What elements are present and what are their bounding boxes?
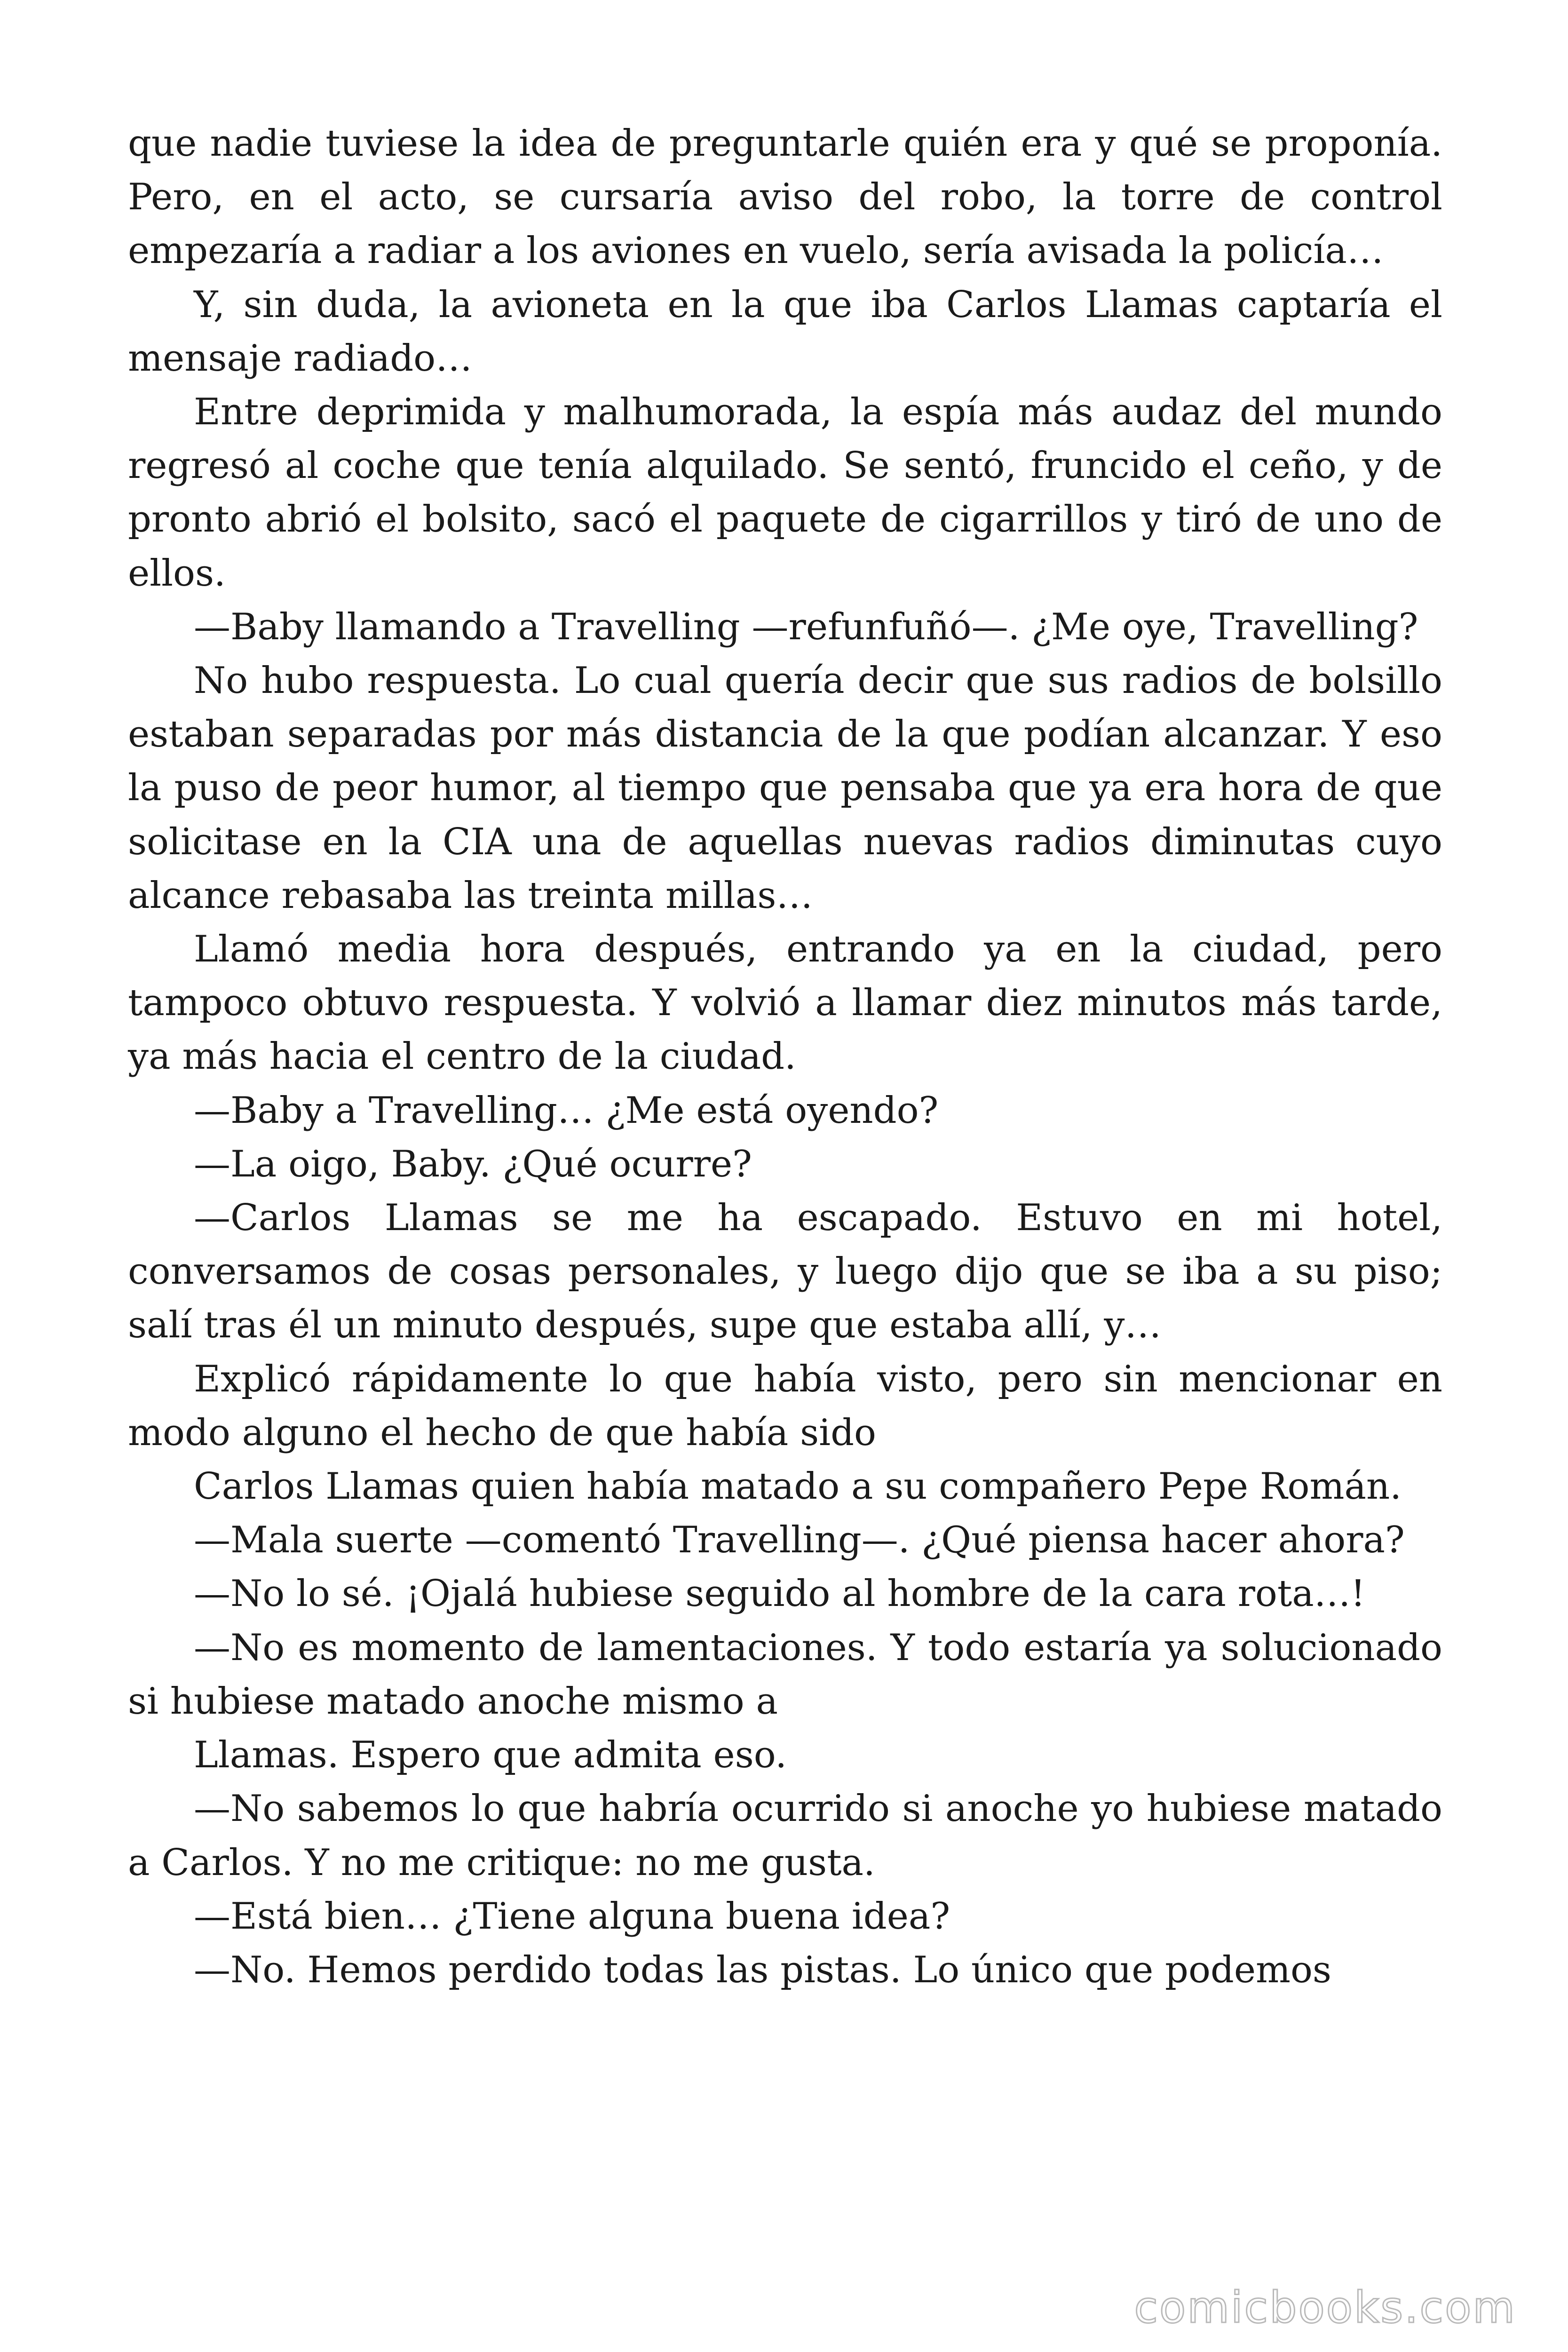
paragraph: —La oigo, Baby. ¿Qué ocurre? [194, 1143, 752, 1185]
paragraph: Carlos Llamas quien había matado a su compañero Pepe Román. [194, 1465, 1402, 1508]
paragraph: —No. Hemos perdido todas las pistas. Lo único que podemos [194, 1948, 1331, 1991]
paragraph: No hubo respuesta. Lo cual quería decir que sus radios de bolsillo estaban separadas por más distancia de la que podían alcanzar. Y eso la puso de peor humor, al tiempo que pensaba que ya era hora de que solicitase en la CIA una de aquellas nuevas radios diminutas cuyo alcance rebasaba las treinta millas… [128, 660, 1442, 917]
paragraph: —Está bien… ¿Tiene alguna buena idea? [194, 1895, 950, 1938]
paragraph: Explicó rápidamente lo que había visto, pero sin mencionar en modo alguno el hecho de que había sido [128, 1358, 1442, 1454]
paragraph: Llamas. Espero que admita eso. [194, 1734, 787, 1777]
paragraph: —Mala suerte —comentó Travelling—. ¿Qué piensa hacer ahora? [194, 1519, 1405, 1562]
paragraph: Entre deprimida y malhumorada, la espía más audaz del mundo regresó al coche que tenía alquilado. Se sentó, fruncido el ceño, y de pronto abrió el bolsito, sacó el paquete de cigarrillos y tiró de uno de ellos. [128, 391, 1442, 595]
paragraph: —Baby llamando a Travelling —refunfuñó—. ¿Me oye, Travelling? [194, 605, 1418, 648]
paragraph: —Baby a Travelling… ¿Me está oyendo? [194, 1089, 939, 1132]
page-body [128, 117, 1442, 1997]
paragraph: —No es momento de lamentaciones. Y todo estaría ya solucionado si hubiese matado anoche mismo a [128, 1626, 1442, 1723]
paragraph: —Carlos Llamas se me ha escapado. Estuvo en mi hotel, conversamos de cosas personales, y luego dijo que se iba a su piso; salí tras él un minuto después, supe que estaba allí, y… [128, 1197, 1442, 1347]
paragraph: que nadie tuviese la idea de preguntarle quién era y qué se proponía. Pero, en el acto, se cursaría aviso del robo, la torre de control empezaría a radiar a los aviones en vuelo, sería avisada la policía… [128, 122, 1442, 272]
paragraph: Llamó media hora después, entrando ya en la ciudad, pero tampoco obtuvo respuesta. Y volvió a llamar diez minutos más tarde, ya más hacia el centro de la ciudad. [128, 928, 1442, 1078]
watermark: comicbooks.com [1134, 2282, 1516, 2333]
paragraph: —No lo sé. ¡Ojalá hubiese seguido al hombre de la cara rota…! [194, 1573, 1366, 1615]
paragraph: —No sabemos lo que habría ocurrido si anoche yo hubiese matado a Carlos. Y no me critique: no me gusta. [128, 1788, 1442, 1884]
paragraph: Y, sin duda, la avioneta en la que iba Carlos Llamas captaría el mensaje radiado… [128, 283, 1442, 380]
